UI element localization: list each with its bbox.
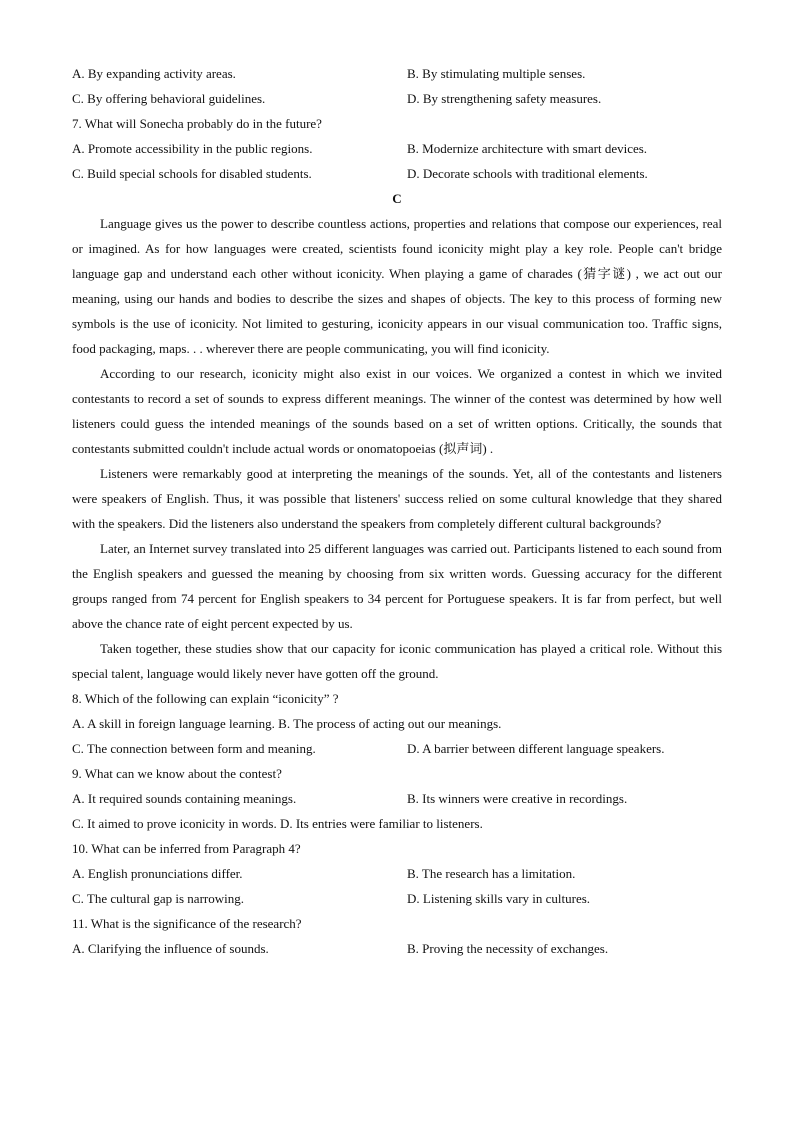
option-a: A. English pronunciations differ.: [72, 866, 243, 881]
option-d: D. By strengthening safety measures.: [407, 91, 602, 106]
q9-options-cd: C. It aimed to prove iconicity in words. D. Its entries were familiar to listeners.: [72, 816, 483, 831]
q10-options-row-1: [72, 861, 722, 886]
passage-paragraph-4: Later, an Internet survey translated into 25 different languages was carried out. Participants listened to each sound from the English speakers and guessed the meaning by choosing from six written words. Guessing accuracy for the different groups ranged from 74 percent for English speakers to 34 percent for Portuguese speakers. It is far from perfect, but well above the chance rate of eight percent expected by us.: [72, 541, 722, 631]
question-10: 10. What can be inferred from Paragraph 4?: [72, 841, 301, 856]
passage-paragraph-2: According to our research, iconicity might also exist in our voices. We organized a contest in which we invited contestants to record a set of sounds to express different meanings. The winner of the contest was determined by how well listeners could guess the intended meanings of the sounds based on a set of written options. Critically, the sounds that contestants submitted couldn't include actual words or onomatopoeias (拟声词) .: [72, 366, 722, 456]
q6-options-row-1: [72, 61, 722, 86]
option-a: A. Clarifying the influence of sounds.: [72, 941, 269, 956]
option-d: D. A barrier between different language speakers.: [407, 741, 665, 756]
q6-options-row-2: [72, 86, 722, 111]
q11-options-row-1: [72, 936, 722, 961]
option-a: A. Promote accessibility in the public regions.: [72, 141, 313, 156]
question-7: 7. What will Sonecha probably do in the future?: [72, 116, 322, 131]
option-b: B. Its winners were creative in recordings.: [407, 791, 628, 806]
question-9: 9. What can we know about the contest?: [72, 766, 282, 781]
option-c: C. The cultural gap is narrowing.: [72, 891, 244, 906]
q8-options-ab: A. A skill in foreign language learning. B. The process of acting out our meanings.: [72, 716, 502, 731]
q7-options-row-2: [72, 161, 722, 186]
q9-options-row-1: [72, 786, 722, 811]
exam-page: [72, 61, 722, 961]
option-b: B. The research has a limitation.: [407, 866, 576, 881]
passage-paragraph-1: Language gives us the power to describe countless actions, properties and relations that compose our experiences, real or imagined. As for how languages were created, scientists found iconicity might play a key role. People can't bridge language gap and understand each other without iconicity. When playing a game of charades (猜字谜) , we act out our meaning, using our hands and bodies to describe the sizes and shapes of objects. The key to this process of forming new symbols is the use of iconicity. Not limited to gesturing, iconicity appears in our visual communication too. Traffic signs, food packaging, maps. . . wherever there are people communicating, you will find iconicity.: [72, 216, 722, 356]
option-d: D. Decorate schools with traditional elements.: [407, 166, 648, 181]
option-c: C. The connection between form and meaning.: [72, 741, 316, 756]
option-b: B. By stimulating multiple senses.: [407, 66, 586, 81]
q7-options-row-1: [72, 136, 722, 161]
option-b: B. Modernize architecture with smart devices.: [407, 141, 648, 156]
option-a: A. It required sounds containing meanings.: [72, 791, 297, 806]
question-11: 11. What is the significance of the research?: [72, 916, 302, 931]
section-title: C: [392, 191, 402, 206]
option-d: D. Listening skills vary in cultures.: [407, 891, 591, 906]
option-a: A. By expanding activity areas.: [72, 66, 236, 81]
passage-paragraph-5: Taken together, these studies show that our capacity for iconic communication has played a critical role. Without this special talent, language would likely never have gotten off the ground.: [72, 641, 722, 681]
option-c: C. By offering behavioral guidelines.: [72, 91, 266, 106]
q10-options-row-2: [72, 886, 722, 911]
q8-options-row-2: [72, 736, 722, 761]
option-b: B. Proving the necessity of exchanges.: [407, 941, 609, 956]
passage-paragraph-3: Listeners were remarkably good at interpreting the meanings of the sounds. Yet, all of the contestants and listeners were speakers of English. Thus, it was possible that listeners' success relied on some cultural knowledge that they shared with the speakers. Did the listeners also understand the speakers from completely different cultural backgrounds?: [72, 466, 722, 531]
question-8: 8. Which of the following can explain “iconicity” ?: [72, 691, 339, 706]
option-c: C. Build special schools for disabled students.: [72, 166, 312, 181]
